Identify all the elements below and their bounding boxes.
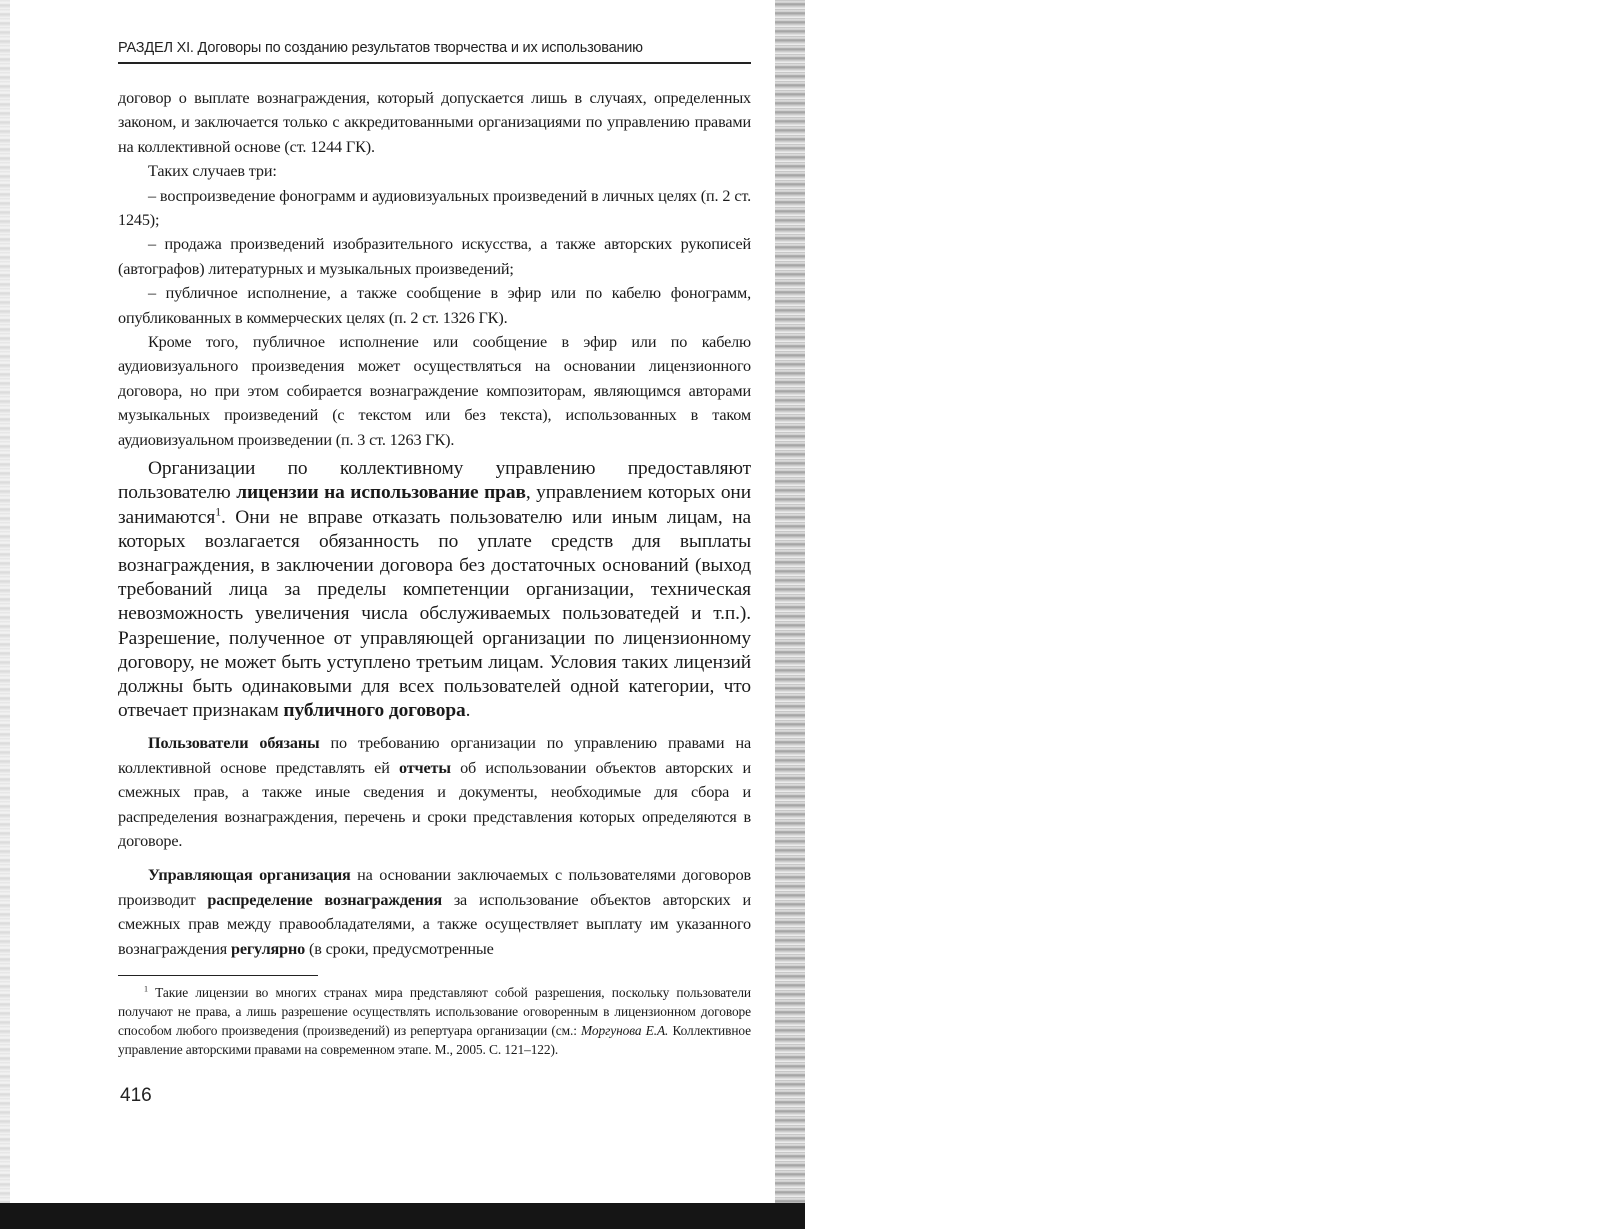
paragraph-large: [118, 457, 751, 723]
paragraph-2: Таких случаев три:: [148, 162, 277, 181]
running-head: РАЗДЕЛ XI. Договоры по созданию результатов творчества и их использованию: [118, 40, 751, 64]
paragraph-users: [118, 731, 751, 853]
bold-term: распределение вознаграждения: [207, 890, 442, 909]
footnote: [118, 983, 751, 1059]
footnote-author: Моргунова Е.А.: [581, 1022, 669, 1038]
bold-term: лицензии на использование прав: [236, 482, 526, 504]
list-item-1: – воспроизведение фонограмм и аудиовизуальных произведений в личных целях (п. 2 ст. 1245);: [118, 186, 751, 230]
bold-term: Управляющая организация: [148, 866, 351, 885]
text-run: Организации по коллективному управлению предоставляют пользователю: [118, 458, 751, 504]
scan-bottom-edge: [0, 1203, 805, 1229]
text-run: об использовании объектов авторских и смежных прав, а также иные сведения и документы, необходимые для сбора и распределения вознаграждения, перечень и сроки представления которых определяются в договоре.: [118, 758, 751, 850]
footnote-ref: 1: [215, 505, 221, 519]
text-run: по требованию организации по управлению правами на коллективной основе представлять ей: [118, 734, 752, 777]
footnote-text: Коллективное управление авторскими правами на современном этапе. М., 2005. С. 121–122).: [118, 1022, 751, 1057]
paragraph-organization: [118, 863, 751, 961]
scan-page-gutter: [775, 0, 805, 1229]
paragraph-3: Кроме того, публичное исполнение или сообщение в эфир или по кабелю аудиовизуального произведения может осуществляться на основании лицензионного договора, но при этом собирается вознаграждение композиторам, являющимся авторами музыкальных произведений (с текстом или без текста), использованных в таком аудиовизуальном произведении (п. 3 ст. 1263 ГК).: [118, 333, 751, 449]
book-page: [118, 40, 751, 1059]
bold-term: Пользователи обязаны: [148, 734, 320, 753]
bold-term: публичного договора: [283, 700, 466, 722]
paragraph-1: договор о выплате вознаграждения, который допускается лишь в случаях, определенных законом, и заключается только с аккредитованными организациями по управлению правами на коллективной основе (ст. 1244 ГК).: [118, 89, 751, 156]
footnote-text: Такие лицензии во многих странах мира представляют собой разрешения, поскольку пользователи получают не права, а лишь разрешение осуществлять использование оговоренным в лицензионном договоре способом любого произведения (произведений) из репертуара организации (см.:: [118, 984, 751, 1038]
list-item-3: – публичное исполнение, а также сообщение в эфир или по кабелю фонограмм, опубликованных в коммерческих целях (п. 2 ст. 1326 ГК).: [118, 284, 751, 327]
body-text: [118, 86, 751, 961]
text-run: (в сроки, предусмотренные: [305, 939, 494, 958]
text-run: , управлением которых они занимаются: [118, 482, 751, 528]
text-run: за использование объектов авторских и смежных прав между правообладателями, а также осуществляет выплату им указанного вознаграждения: [118, 890, 752, 958]
text-run: на основании заключаемых с пользователями договоров производит: [118, 866, 752, 909]
text-run: . Они не вправе отказать пользователю или иным лицам, на которых возлагается обязанность по уплате средств для выплаты вознаграждения, в заключении договора без достаточных оснований (выход требований лица за пределы компетенции организации, техническая невозможность увеличения числа обслуживаемых пользоватедей и т.п.). Разрешение, полученное от управляющей организации по лицензионному договору, не может быть уступлено третьим лицам. Условия таких лицензий должны быть одинаковыми для всех пользователей одной категории, что отвечает признакам: [118, 506, 751, 722]
bold-term: отчеты: [398, 758, 451, 777]
page-number: 416: [120, 1085, 152, 1106]
footnote-marker: 1: [144, 984, 148, 994]
scan-left-edge: [0, 0, 10, 1229]
footnote-divider: [118, 975, 318, 976]
text-run: .: [465, 700, 471, 722]
bold-term: регулярно: [230, 939, 306, 958]
list-item-2: – продажа произведений изобразительного искусства, а также авторских рукописей (автографов) литературных и музыкальных произведений;: [118, 235, 751, 278]
